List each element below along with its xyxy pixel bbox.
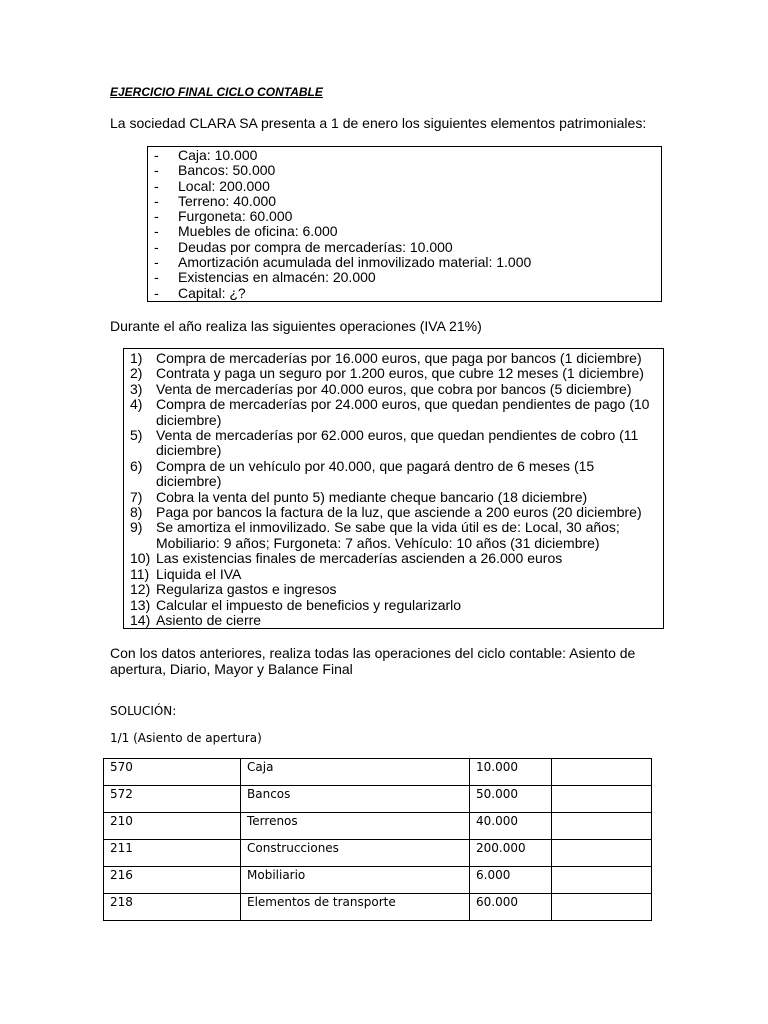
extra-cell bbox=[552, 759, 652, 786]
opening-entry-table bbox=[103, 758, 652, 921]
account-code: 211 bbox=[104, 840, 241, 867]
operation-item bbox=[130, 598, 657, 613]
operation-number: 1) bbox=[130, 350, 143, 366]
operation-number: 4) bbox=[130, 396, 143, 413]
element-text: Caja: 10.000 bbox=[178, 147, 258, 163]
operations-box bbox=[123, 348, 664, 629]
operation-text: Compra de mercaderías por 16.000 euros, que paga por bancos (1 diciembre) bbox=[156, 350, 642, 366]
account-code: 218 bbox=[104, 894, 241, 921]
closing-paragraph: Con los datos anteriores, realiza todas las operaciones del ciclo contable: Asiento de apertura, Diario, Mayor y Balance Final bbox=[110, 645, 636, 677]
patrimonial-elements-box bbox=[147, 146, 662, 302]
operation-text: Regulariza gastos e ingresos bbox=[156, 581, 337, 598]
extra-cell bbox=[552, 840, 652, 867]
entry-label: 1/1 (Asiento de apertura) bbox=[110, 731, 262, 745]
operation-item bbox=[130, 551, 657, 566]
operation-number: 14) bbox=[130, 611, 151, 628]
operation-number: 9) bbox=[130, 519, 143, 536]
element-text: Furgoneta: 60.000 bbox=[178, 208, 293, 225]
element-item: - Muebles de oficina: 6.000 bbox=[154, 223, 338, 240]
element-item: - Deudas por compra de mercaderías: 10.000 bbox=[154, 238, 453, 255]
element-item: - Furgoneta: 60.000 bbox=[154, 208, 293, 225]
operation-text: Asiento de cierre bbox=[156, 611, 262, 628]
amount: 6.000 bbox=[470, 867, 552, 894]
element-item: - Bancos: 50.000 bbox=[154, 162, 276, 179]
operation-item bbox=[130, 366, 657, 381]
amount: 40.000 bbox=[470, 813, 552, 840]
element-item: - Local: 200.000 bbox=[154, 177, 270, 194]
element-text: Muebles de oficina: 6.000 bbox=[178, 223, 338, 240]
operation-number: 3) bbox=[130, 380, 143, 397]
operation-number: 13) bbox=[130, 596, 151, 613]
extra-cell bbox=[552, 786, 652, 813]
amount: 200.000 bbox=[470, 840, 552, 867]
operation-text: Contrata y paga un seguro por 1.200 euros, que cubre 12 meses (1 diciembre) bbox=[156, 365, 644, 382]
operation-item bbox=[130, 567, 657, 582]
operation-item bbox=[130, 397, 657, 428]
amount: 50.000 bbox=[470, 786, 552, 813]
account-name: Mobiliario bbox=[241, 867, 470, 894]
operation-text: Liquida el IVA bbox=[156, 565, 242, 582]
element-text: Existencias en almacén: 20.000 bbox=[178, 269, 376, 286]
operation-item bbox=[130, 459, 657, 490]
operation-text: Venta de mercaderías por 62.000 euros, que quedan pendientes de cobro (11 diciembre) bbox=[156, 427, 639, 459]
operation-number: 2) bbox=[130, 365, 143, 382]
element-item: - Amortización acumulada del inmovilizado material: 1.000 bbox=[154, 254, 532, 271]
table-row bbox=[104, 813, 652, 840]
element-text: Deudas por compra de mercaderías: 10.000 bbox=[178, 238, 453, 255]
element-item: - Caja: 10.000 bbox=[154, 147, 258, 163]
account-name: Bancos bbox=[241, 786, 470, 813]
table-row bbox=[104, 894, 652, 921]
account-code: 216 bbox=[104, 867, 241, 894]
operation-number: 7) bbox=[130, 488, 143, 505]
operation-text: Las existencias finales de mercaderías ascienden a 26.000 euros bbox=[156, 550, 563, 567]
operation-text: Cobra la venta del punto 5) mediante cheque bancario (18 diciembre) bbox=[156, 488, 588, 505]
operation-text: Calcular el impuesto de beneficios y regularizarlo bbox=[156, 596, 462, 613]
account-code: 570 bbox=[104, 759, 241, 786]
operation-text: Paga por bancos la factura de la luz, que asciende a 200 euros (20 diciembre) bbox=[156, 504, 642, 521]
element-text: Bancos: 50.000 bbox=[178, 162, 276, 179]
element-item: - Capital: ¿? bbox=[154, 284, 246, 301]
account-name: Caja bbox=[241, 759, 470, 786]
operation-item bbox=[130, 505, 657, 520]
table-row bbox=[104, 867, 652, 894]
element-text: Terreno: 40.000 bbox=[178, 192, 277, 209]
extra-cell bbox=[552, 867, 652, 894]
account-code: 210 bbox=[104, 813, 241, 840]
element-text: Amortización acumulada del inmovilizado material: 1.000 bbox=[178, 254, 532, 271]
operations-intro: Durante el año realiza las siguientes operaciones (IVA 21%) bbox=[110, 318, 482, 334]
account-code: 572 bbox=[104, 786, 241, 813]
operation-number: 6) bbox=[130, 457, 143, 474]
extra-cell bbox=[552, 894, 652, 921]
exercise-title: EJERCICIO FINAL CICLO CONTABLE bbox=[110, 85, 323, 99]
extra-cell bbox=[552, 813, 652, 840]
operation-text: Venta de mercaderías por 40.000 euros, que cobra por bancos (5 diciembre) bbox=[156, 380, 632, 397]
operation-number: 11) bbox=[130, 565, 150, 582]
operation-item bbox=[130, 428, 657, 459]
account-name: Construcciones bbox=[241, 840, 470, 867]
operation-text: Se amortiza el inmovilizado. Se sabe que la vida útil es de: Local, 30 años; Mobiliario: 9 años; Furgoneta: 7 años. Vehículo: 10 años (31 diciembre) bbox=[156, 519, 620, 551]
element-item: - Terreno: 40.000 bbox=[154, 192, 277, 209]
account-name: Terrenos bbox=[241, 813, 470, 840]
account-name: Elementos de transporte bbox=[241, 894, 470, 921]
operation-item bbox=[130, 613, 657, 628]
operation-number: 5) bbox=[130, 427, 143, 444]
operation-item bbox=[130, 382, 657, 397]
operation-number: 12) bbox=[130, 581, 151, 598]
table-row bbox=[104, 786, 652, 813]
operation-text: Compra de mercaderías por 24.000 euros, que quedan pendientes de pago (10 diciembre) bbox=[156, 396, 650, 428]
solution-label: SOLUCIÓN: bbox=[110, 704, 177, 718]
table-row bbox=[104, 759, 652, 786]
amount: 60.000 bbox=[470, 894, 552, 921]
amount: 10.000 bbox=[470, 759, 552, 786]
operation-item bbox=[130, 520, 657, 551]
operation-text: Compra de un vehículo por 40.000, que pagará dentro de 6 meses (15 diciembre) bbox=[156, 457, 595, 490]
element-text: Local: 200.000 bbox=[178, 177, 270, 194]
operation-number: 10) bbox=[130, 550, 151, 567]
operation-item bbox=[130, 582, 657, 597]
operation-item bbox=[130, 490, 657, 505]
element-item: - Existencias en almacén: 20.000 bbox=[154, 269, 376, 286]
table-row bbox=[104, 840, 652, 867]
element-text: Capital: ¿? bbox=[178, 284, 246, 301]
operation-item bbox=[130, 351, 657, 366]
intro-paragraph: La sociedad CLARA SA presenta a 1 de enero los siguientes elementos patrimoniales: bbox=[110, 115, 647, 131]
operation-number: 8) bbox=[130, 504, 143, 521]
